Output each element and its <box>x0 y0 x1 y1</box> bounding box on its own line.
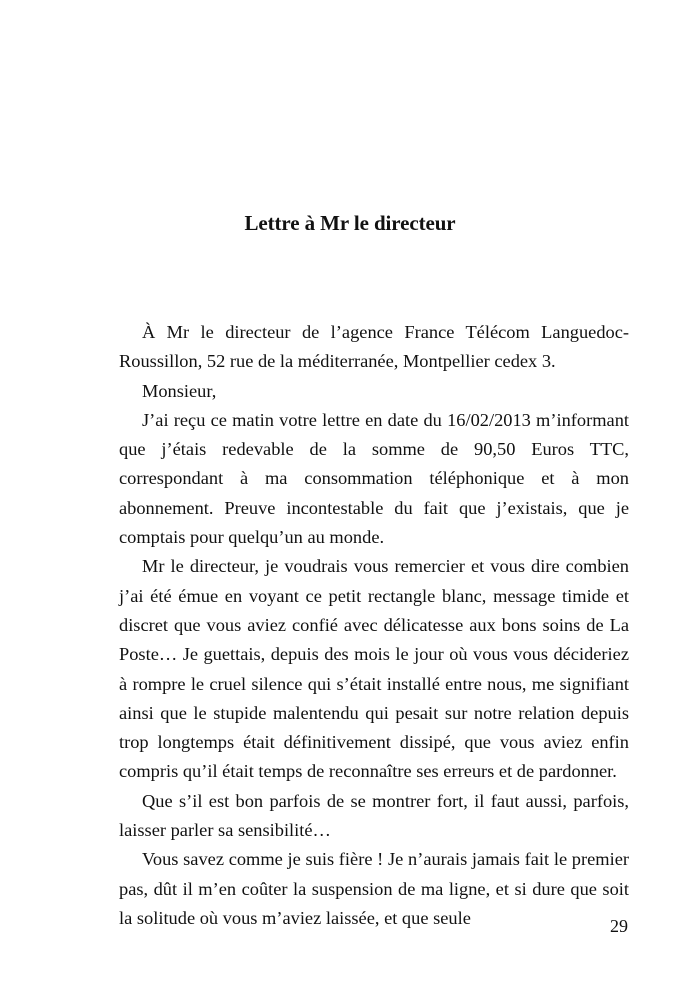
paragraph-address: À Mr le directeur de l’agence France Télécom Languedoc-Roussillon, 52 rue de la méditerranée, Montpellier cedex 3. <box>119 322 629 372</box>
paragraph-pride: Vous savez comme je suis fière ! Je n’aurais jamais fait le premier pas, dût il m’en coûter la suspension de ma ligne, et si dure que soit la solitude où vous m’aviez laissée, et que seule <box>119 849 629 928</box>
paragraph-bill: J’ai reçu ce matin votre lettre en date du 16/02/2013 m’informant que j’étais redevable de la somme de 90,50 Euros TTC, correspondant à ma consommation téléphonique et à mon abonnement. Preuve incontestable du fait que j’existais, que je comptais pour quelqu’un au monde. <box>119 409 629 548</box>
paragraph-salutation: Monsieur, <box>142 380 217 401</box>
page-number: 29 <box>610 916 628 936</box>
paragraph-sensitivity: Que s’il est bon parfois de se montrer fort, il faut aussi, parfois, laisser parler sa sensibilité… <box>119 790 629 841</box>
chapter-title: Lettre à Mr le directeur <box>244 211 456 235</box>
paragraph-thanks: Mr le directeur, je voudrais vous remercier et vous dire combien j’ai été émue en voyant ce petit rectangle blanc, message timide et discret que vous aviez confié avec délicatesse aux bons soins de La Poste… Je guettais, depuis des mois le jour où vous vous décideriez à rompre le cruel silence qui s’était installé entre nous, me signifiant ainsi que le stupide malentendu qui pesait sur notre relation depuis trop longtemps était définitivement dissipé, que vous aviez enfin compris qu’il était temps de reconnaître ses erreurs et de pardonner. <box>119 556 629 782</box>
letter-body <box>119 318 629 933</box>
